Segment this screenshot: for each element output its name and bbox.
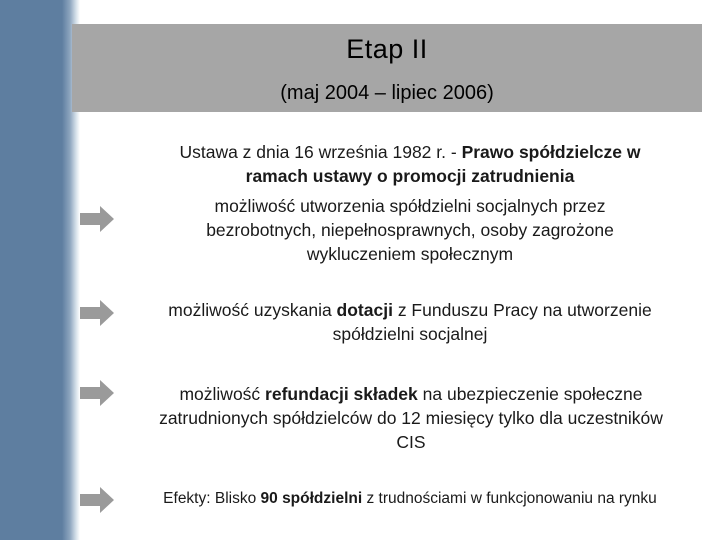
right-arrow-icon: [80, 487, 114, 513]
bullet-1-line-2: bezrobotnych, niepełnosprawnych, osoby zagrożone: [206, 220, 614, 240]
intro-bold-2: ramach ustawy o promocji zatrudnienia: [245, 166, 575, 186]
bullet-3-line-3: CIS: [396, 432, 426, 452]
bullet-3-bold: refundacji składek: [265, 384, 418, 404]
bullet-1-line-1: możliwość utworzenia spółdzielni socjalnych przez: [214, 196, 606, 216]
bullet-2-bold: dotacji: [336, 300, 393, 320]
bullet-item-1: [120, 194, 700, 266]
slide-subtitle: (maj 2004 – lipiec 2006): [280, 82, 494, 104]
bullet-4-pre: Efekty: Blisko: [163, 490, 261, 507]
bullet-2-post: z Funduszu Pracy na utworzenie: [392, 300, 652, 320]
right-arrow-icon: [80, 380, 114, 406]
bullet-4-bold: 90 spółdzielni: [260, 490, 363, 507]
intro-text: Ustawa z dnia 16 września 1982 r. -: [179, 142, 462, 162]
bullet-4-post: z trudnościami w funkcjonowaniu na rynku: [362, 490, 657, 507]
bullet-item-2: [120, 298, 700, 346]
bullet-2-line-2: spółdzielni socjalnej: [332, 324, 488, 344]
side-decoration-band: [0, 0, 80, 540]
right-arrow-icon: [80, 300, 114, 326]
right-arrow-icon: [80, 206, 114, 232]
intro-bold-1: Prawo spółdzielcze w: [461, 142, 641, 162]
bullet-3-post: na ubezpieczenie społeczne: [417, 384, 643, 404]
bullet-3-line-2: zatrudnionych spółdzielców do 12 miesięcy tylko dla uczestników: [159, 408, 663, 428]
bullet-item-3: [116, 382, 706, 454]
bullet-item-4: [112, 487, 708, 511]
bullet-3-pre: możliwość: [179, 384, 266, 404]
bullet-1-line-3: wykluczeniem społecznym: [306, 244, 514, 264]
slide-header: [72, 24, 702, 112]
bullet-2-pre: możliwość uzyskania: [168, 300, 337, 320]
slide-title: Etap II: [346, 34, 428, 64]
intro-paragraph: [100, 140, 720, 188]
